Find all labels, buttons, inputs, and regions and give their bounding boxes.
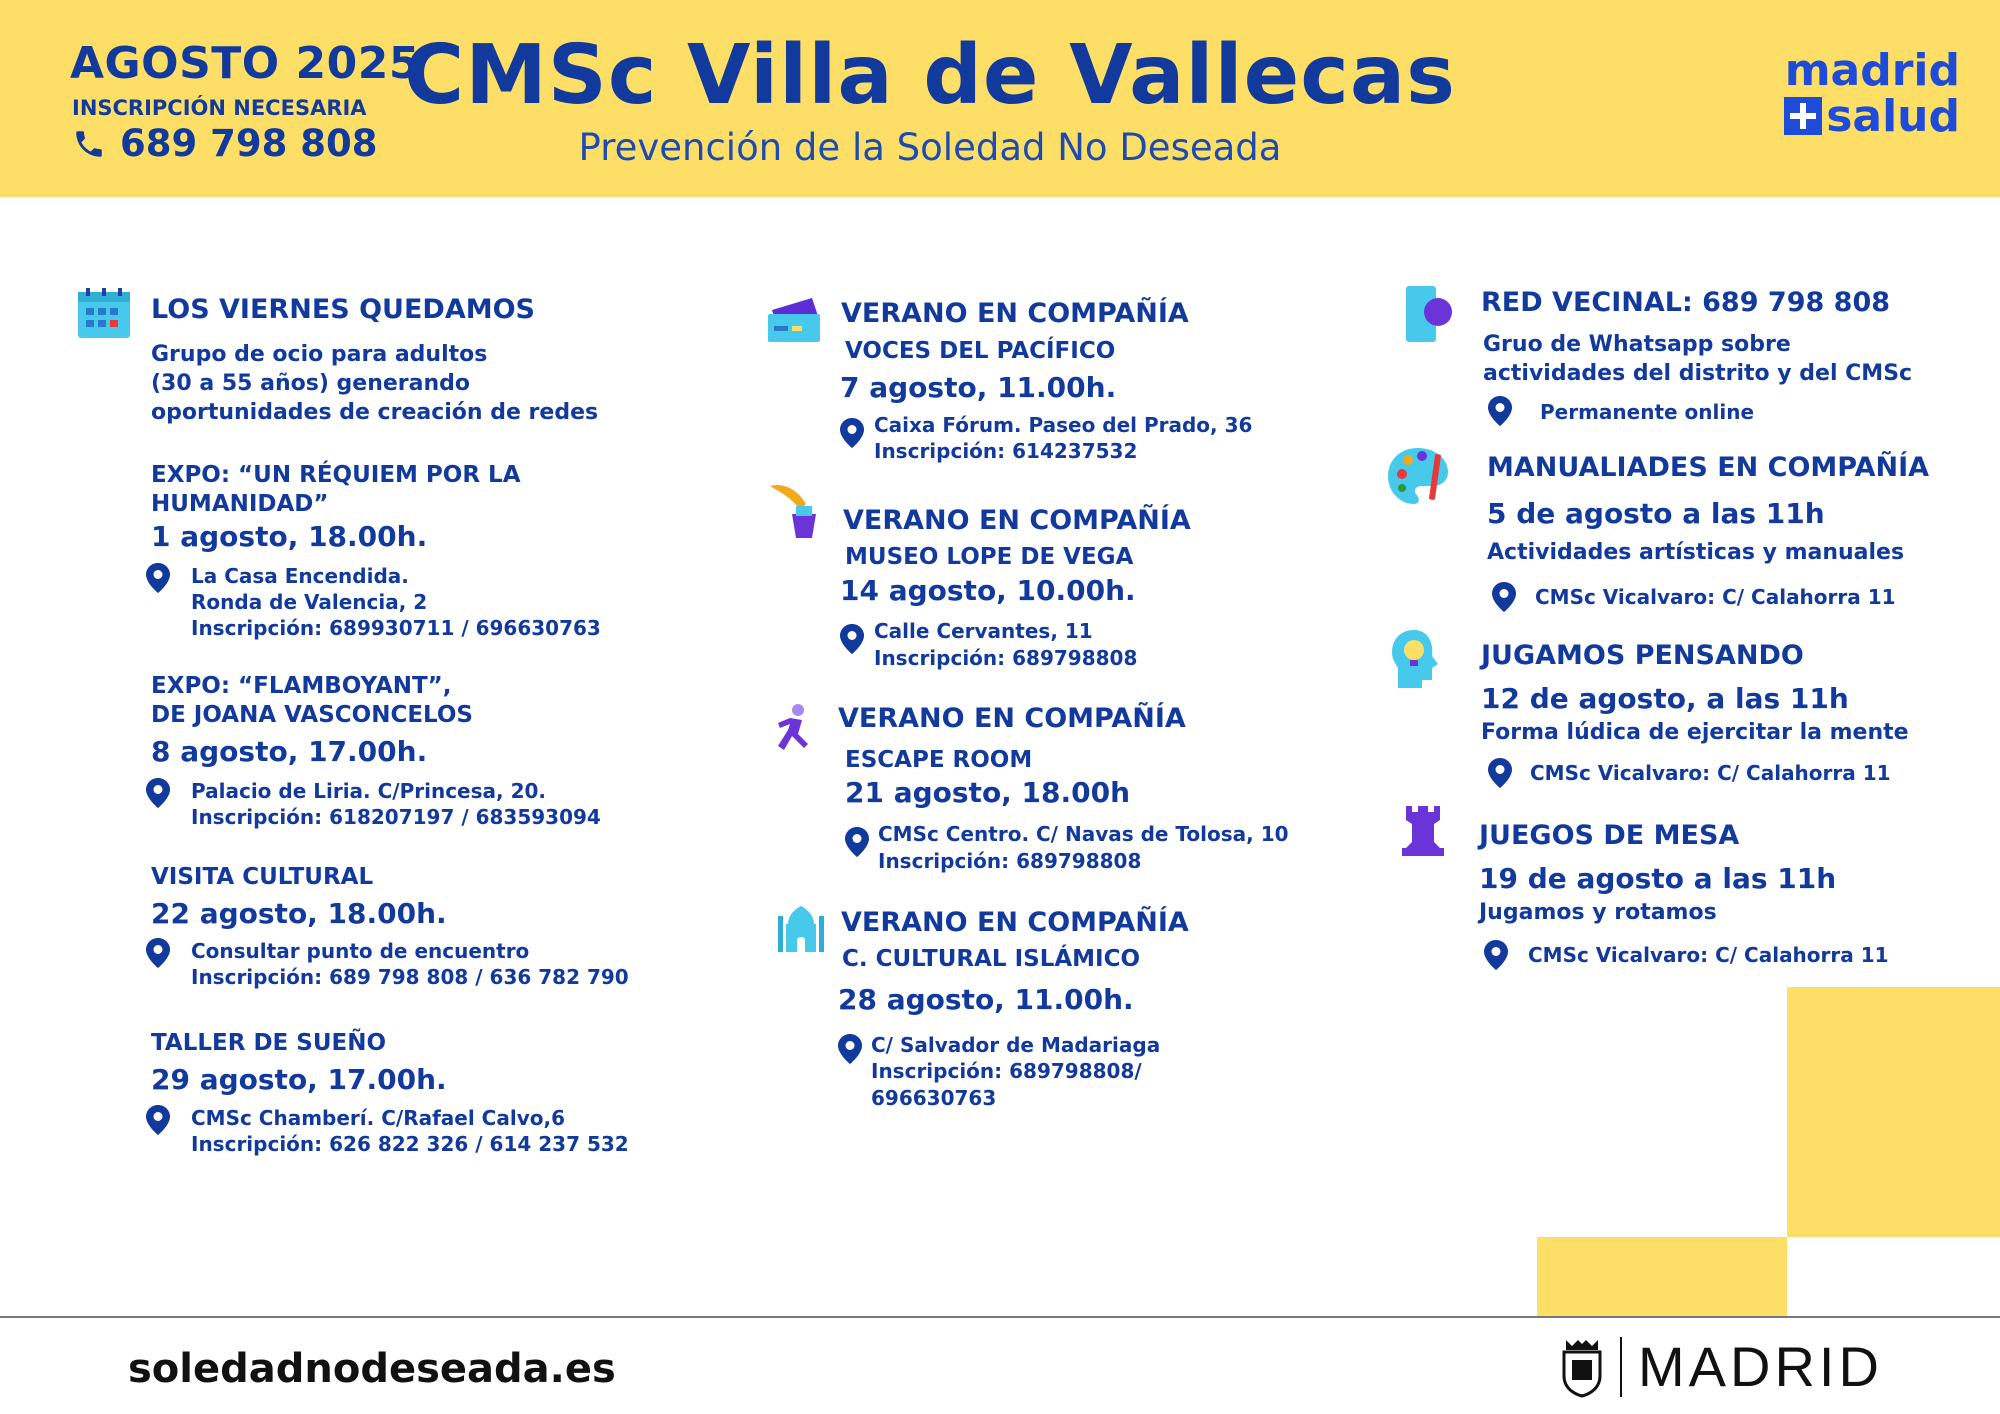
month-label: AGOSTO 2025 xyxy=(70,38,420,89)
visita-title: VISITA CULTURAL xyxy=(151,864,374,890)
page-title-wrap xyxy=(0,28,2000,123)
event3-date: 21 agosto, 18.00h xyxy=(845,776,1131,809)
phone-number: 689 798 808 xyxy=(120,122,378,165)
expo1-title-1: EXPO: “UN RÉQUIEM POR LA xyxy=(151,462,521,488)
event2-date: 14 agosto, 10.00h. xyxy=(840,574,1136,607)
visita-date: 22 agosto, 18.00h. xyxy=(151,897,447,930)
page-title: CMSc Villa de Vallecas xyxy=(404,28,1456,123)
event1-title: VERANO EN COMPAÑÍA xyxy=(841,298,1189,329)
expo1-place-2: Ronda de Valencia, 2 xyxy=(191,590,428,614)
event1-subtitle: VOCES DEL PACÍFICO xyxy=(845,338,1116,364)
juegos-mesa-desc: Jugamos y rotamos xyxy=(1479,900,1717,925)
location-pin-icon xyxy=(146,938,170,968)
red-line-1: Gruo de Whatsapp sobre xyxy=(1483,332,1791,357)
madrid-wordmark: MADRID xyxy=(1638,1335,1883,1398)
footer-divider xyxy=(0,1316,2000,1318)
location-pin-icon xyxy=(840,418,864,448)
expo1-date: 1 agosto, 18.00h. xyxy=(151,520,428,553)
event3-place: CMSc Centro. C/ Navas de Tolosa, 10 xyxy=(878,822,1289,846)
plus-cross-icon xyxy=(1784,97,1822,135)
jugamos-title: JUGAMOS PENSANDO xyxy=(1481,640,1804,671)
location-pin-icon xyxy=(1484,940,1508,970)
jugamos-desc: Forma lúdica de ejercitar la mente xyxy=(1481,720,1909,745)
registration-note: INSCRIPCIÓN NECESARIA xyxy=(72,96,367,120)
expo2-title-2: DE JOANA VASCONCELOS xyxy=(151,702,473,728)
jugamos-place: CMSc Vicalvaro: C/ Calahorra 11 xyxy=(1530,761,1891,785)
expo1-inscription: Inscripción: 689930711 / 696630763 xyxy=(191,616,601,640)
location-pin-icon xyxy=(146,563,170,593)
event2-title: VERANO EN COMPAÑÍA xyxy=(843,505,1191,536)
juegos-mesa-date: 19 de agosto a las 11h xyxy=(1479,862,1837,895)
event2-subtitle: MUSEO LOPE DE VEGA xyxy=(845,544,1134,570)
event1-date: 7 agosto, 11.00h. xyxy=(840,371,1117,404)
manualidades-place: CMSc Vicalvaro: C/ Calahorra 11 xyxy=(1535,585,1896,609)
phone-chat-icon xyxy=(1404,286,1454,342)
page-subtitle: Prevención de la Soledad No Deseada xyxy=(578,126,1282,169)
location-pin-icon xyxy=(840,624,864,654)
coat-of-arms-icon xyxy=(1560,1336,1604,1398)
red-vecinal-title: RED VECINAL: 689 798 808 xyxy=(1481,287,1891,318)
taller-inscription: Inscripción: 626 822 326 / 614 237 532 xyxy=(191,1132,629,1156)
event4-date: 28 agosto, 11.00h. xyxy=(838,983,1134,1016)
red-line-2: actividades del distrito y del CMSc xyxy=(1483,361,1913,386)
expo1-title-2: HUMANIDAD” xyxy=(151,491,329,517)
logo-separator xyxy=(1620,1337,1622,1397)
header-band xyxy=(0,0,2000,197)
viernes-line-1: Grupo de ocio para adultos xyxy=(151,342,488,367)
mosque-icon xyxy=(776,902,826,954)
viernes-line-3: oportunidades de creación de redes xyxy=(151,400,599,425)
location-pin-icon xyxy=(845,827,869,857)
juegos-mesa-title: JUEGOS DE MESA xyxy=(1479,820,1740,851)
taller-place: CMSc Chamberí. C/Rafael Calvo,6 xyxy=(191,1106,565,1130)
visita-inscription: Inscripción: 689 798 808 / 636 782 790 xyxy=(191,965,629,989)
event1-inscription: Inscripción: 614237532 xyxy=(874,439,1138,463)
event4-inscription: Inscripción: 689798808/ xyxy=(871,1059,1142,1083)
event1-place: Caixa Fórum. Paseo del Prado, 36 xyxy=(874,413,1253,437)
logo-word-2: salud xyxy=(1826,91,1960,142)
location-pin-icon xyxy=(146,1105,170,1135)
manualidades-desc: Actividades artísticas y manuales xyxy=(1487,540,1905,565)
expo1-place-1: La Casa Encendida. xyxy=(191,564,409,588)
expo2-inscription: Inscripción: 618207197 / 683593094 xyxy=(191,805,601,829)
running-person-icon xyxy=(768,702,820,754)
location-pin-icon xyxy=(1488,758,1512,788)
manualidades-title: MANUALIADES EN COMPAÑÍA xyxy=(1487,452,1930,483)
head-lightbulb-icon xyxy=(1388,628,1444,690)
event4-title: VERANO EN COMPAÑÍA xyxy=(841,907,1189,938)
expo2-title-1: EXPO: “FLAMBOYANT”, xyxy=(151,673,452,699)
chess-rook-icon xyxy=(1398,804,1448,856)
tickets-icon xyxy=(766,296,824,344)
location-pin-icon xyxy=(1492,582,1516,612)
expo2-place-1: Palacio de Liria. C/Princesa, 20. xyxy=(191,779,547,803)
red-place: Permanente online xyxy=(1540,400,1755,424)
event4-inscription-cont: 696630763 xyxy=(871,1086,997,1110)
event2-place: Calle Cervantes, 11 xyxy=(874,619,1093,643)
decor-yellow-block xyxy=(1537,1237,1787,1317)
logo-word-1: madrid xyxy=(1784,45,1960,96)
event3-subtitle: ESCAPE ROOM xyxy=(845,747,1033,773)
decor-yellow-block xyxy=(1787,987,2000,1237)
manualidades-date: 5 de agosto a las 11h xyxy=(1487,497,1825,530)
viernes-title: LOS VIERNES QUEDAMOS xyxy=(151,294,535,325)
footer-website-link[interactable]: soledadnodeseada.es xyxy=(128,1346,616,1392)
jugamos-date: 12 de agosto, a las 11h xyxy=(1481,682,1849,715)
juegos-mesa-place: CMSc Vicalvaro: C/ Calahorra 11 xyxy=(1528,943,1889,967)
event4-subtitle: C. CULTURAL ISLÁMICO xyxy=(842,946,1141,972)
location-pin-icon xyxy=(146,778,170,808)
location-pin-icon xyxy=(838,1034,862,1064)
madrid-salud-logo xyxy=(1784,45,1960,142)
calendar-icon xyxy=(76,286,132,340)
location-pin-icon xyxy=(1488,396,1512,426)
expo2-date: 8 agosto, 17.00h. xyxy=(151,735,428,768)
viernes-line-2: (30 a 55 años) generando xyxy=(151,371,471,396)
taller-date: 29 agosto, 17.00h. xyxy=(151,1063,447,1096)
event3-title: VERANO EN COMPAÑÍA xyxy=(838,703,1186,734)
event4-place: C/ Salvador de Madariaga xyxy=(871,1033,1161,1057)
art-palette-icon xyxy=(1386,444,1450,508)
taller-title: TALLER DE SUEÑO xyxy=(151,1030,387,1056)
event3-inscription: Inscripción: 689798808 xyxy=(878,849,1142,873)
quill-ink-icon xyxy=(766,480,822,542)
visita-place: Consultar punto de encuentro xyxy=(191,939,530,963)
event2-inscription: Inscripción: 689798808 xyxy=(874,646,1138,670)
madrid-city-logo xyxy=(1560,1334,1883,1399)
